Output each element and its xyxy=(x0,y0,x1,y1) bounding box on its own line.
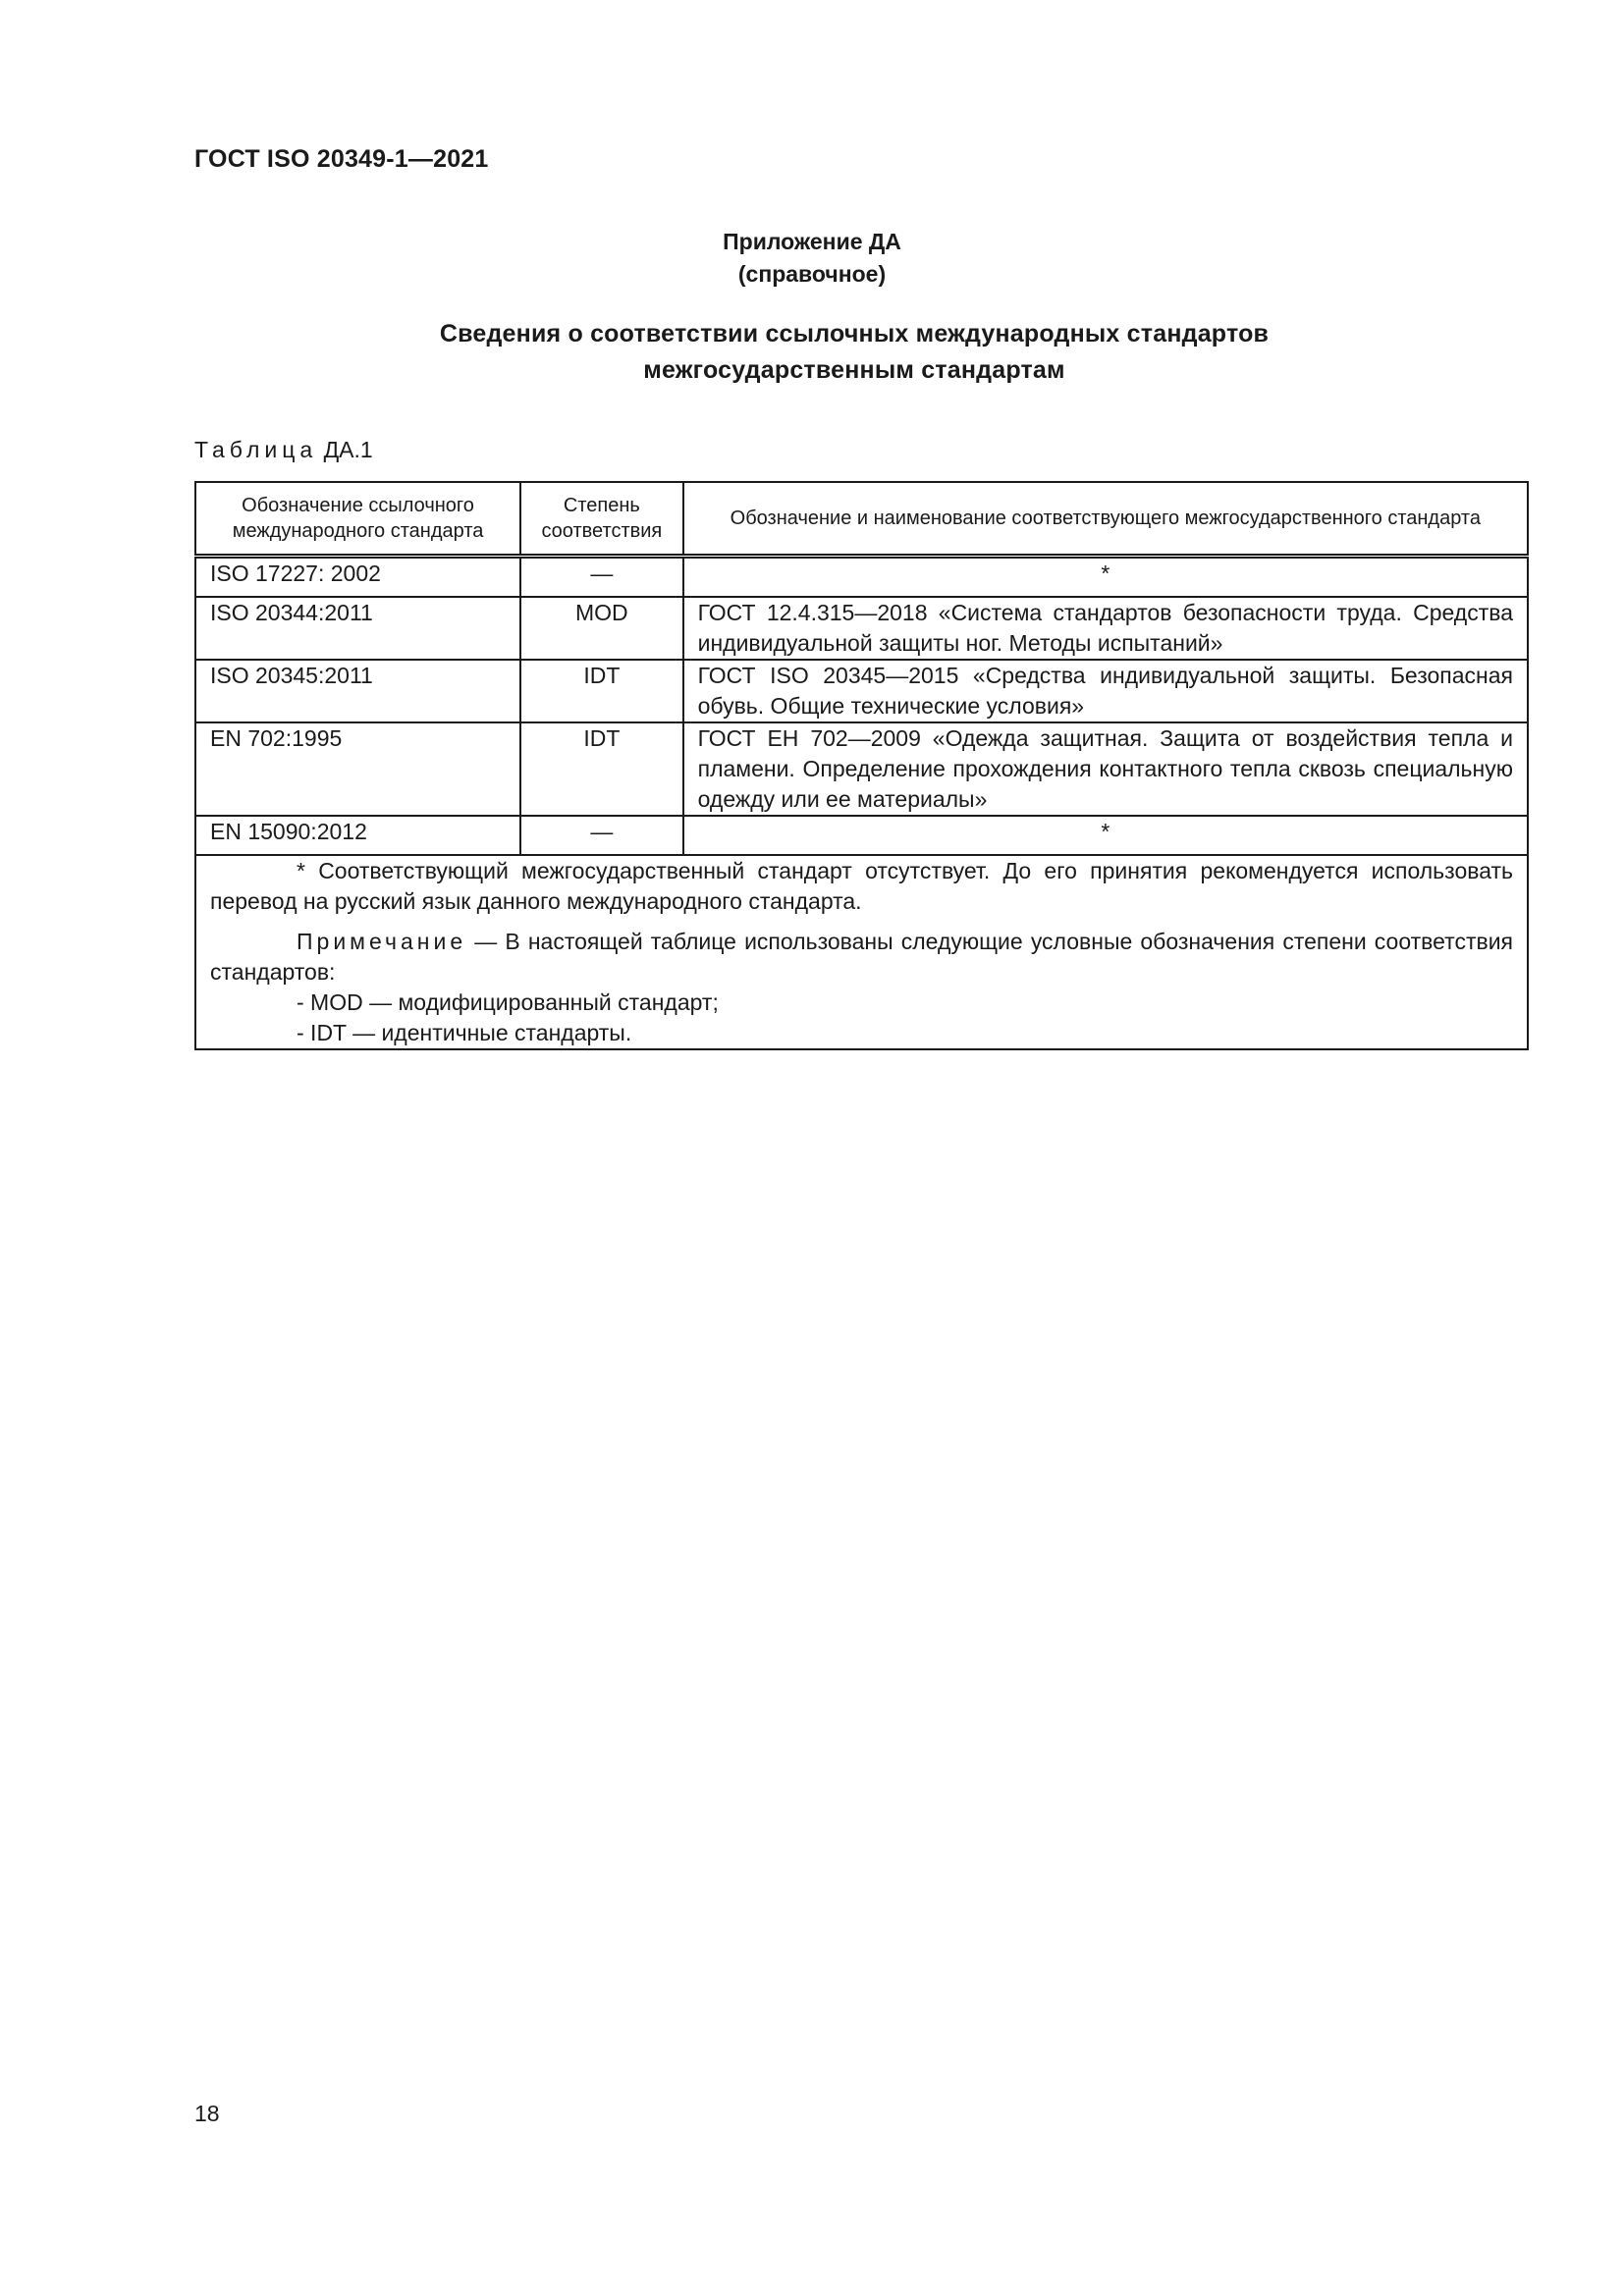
annex-title xyxy=(0,316,1624,389)
note-label: Примечание xyxy=(297,929,467,954)
cell-degree: MOD xyxy=(520,597,683,660)
correspondence-table xyxy=(194,481,1529,1050)
annex-heading xyxy=(0,226,1624,291)
header-international-standard: Обозначение ссылочного международного стандарта xyxy=(195,482,520,557)
header-interstate-standard: Обозначение и наименование соответствующего межгосударственного стандарта xyxy=(683,482,1528,557)
table-row xyxy=(195,557,1528,598)
note-list-item: - IDT — идентичные стандарты. xyxy=(297,1020,632,1045)
footnote-text: * Соответствующий межгосударственный стандарт отсутствует. До его принятия рекомендуется использовать перевод на русский язык данного международного стандарта. xyxy=(210,858,1513,914)
cell-degree: — xyxy=(520,816,683,855)
table-row xyxy=(195,660,1528,722)
annex-type: (справочное) xyxy=(737,261,887,287)
table-row xyxy=(195,597,1528,660)
annex-label: Приложение ДА xyxy=(723,229,901,254)
table-caption-number: ДА.1 xyxy=(323,437,373,462)
table-footnote-row xyxy=(195,855,1528,1049)
note-text: — В настоящей таблице использованы следующие условные обозначения степени соответствия стандартов: xyxy=(210,929,1513,985)
cell-interstate-standard: ГОСТ ISO 20345—2015 «Средства индивидуальной защиты. Безопасная обувь. Общие технические условия» xyxy=(683,660,1528,722)
annex-title-line-1: Сведения о соответствии ссылочных международных стандартов xyxy=(439,320,1270,347)
table-caption-word: Таблица xyxy=(194,437,318,462)
cell-interstate-standard: * xyxy=(683,816,1528,855)
cell-standard-code: EN 702:1995 xyxy=(195,722,520,816)
cell-degree: — xyxy=(520,557,683,598)
annex-title-line-2: межгосударственным стандартам xyxy=(643,356,1065,384)
table-caption xyxy=(194,437,373,463)
page-number: 18 xyxy=(194,2101,220,2126)
cell-standard-code: ISO 20344:2011 xyxy=(195,597,520,660)
cell-standard-code: EN 15090:2012 xyxy=(195,816,520,855)
cell-interstate-standard: ГОСТ 12.4.315—2018 «Система стандартов безопасности труда. Средства индивидуальной защиты ног. Методы испытаний» xyxy=(683,597,1528,660)
table-row xyxy=(195,816,1528,855)
note-list xyxy=(210,988,1513,1048)
cell-degree: IDT xyxy=(520,660,683,722)
cell-degree: IDT xyxy=(520,722,683,816)
cell-interstate-standard: ГОСТ ЕН 702—2009 «Одежда защитная. Защита от воздействия тепла и пламени. Определение прохождения контактного тепла сквозь специальную одежду или ее материалы» xyxy=(683,722,1528,816)
table-row xyxy=(195,722,1528,816)
note-list-item: - MOD — модифицированный стандарт; xyxy=(297,989,719,1015)
note-paragraph xyxy=(210,927,1513,988)
cell-standard-code: ISO 17227: 2002 xyxy=(195,557,520,598)
cell-standard-code: ISO 20345:2011 xyxy=(195,660,520,722)
cell-interstate-standard: * xyxy=(683,557,1528,598)
document-code: ГОСТ ISO 20349-1—2021 xyxy=(194,145,489,173)
table-footnote-cell xyxy=(195,855,1528,1049)
header-degree: Степень соответствия xyxy=(520,482,683,557)
table-header-row xyxy=(195,482,1528,557)
